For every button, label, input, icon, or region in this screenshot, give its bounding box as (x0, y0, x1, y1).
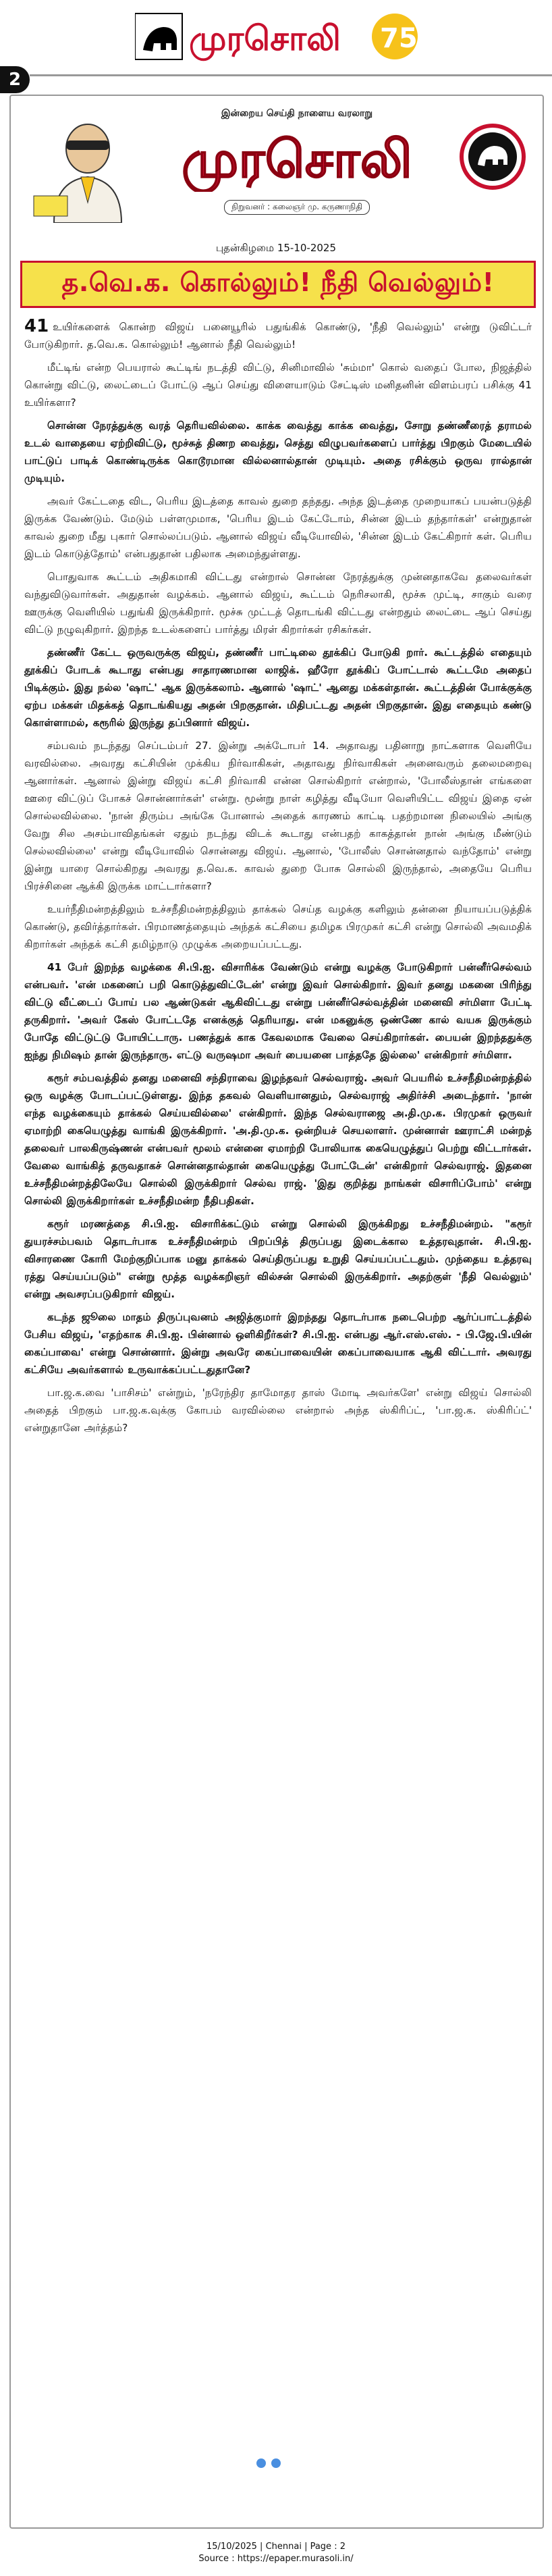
article-paragraph: கரூர் சம்பவத்தில் தனது மனைவி சந்திராவை இழந்தவர் செல்வராஜ். அவர் பெயரில் உச்சநீதிமன்றத்தில் ஒரு வழக்கு போடப்பட்டுள்ளது. இந்த தகவல் வெளியானதும், செல்வராஜ் அதிர்ச்சி அடைந்தார். 'நான் எந்த வழக்கையும் தாக்கல் செய்யவில்லை' என்கிறார். இந்த செல்வராஜை அ.தி.மு.க. பிரமுகர் ஒருவர் ஏமாற்றி கையெழுத்து வாங்கி இருக்கிறார். 'அ.தி.மு.க. ஒன்றியச் செயலாளர். முன்னாள் ஊராட்சி மன்றத் தலைவர் பாலகிருஷ்ணன் என்பவர் மூலம் என்னை ஏமாற்றி போலியாக கையெழுத்துப் பெற்று விட்டார்கள். வேலை வாங்கித் தருவதாகச் சொன்னதால்தான் கையெழுத்து போட்டேன்' என்கிறார் செல்வராஜ். இதனை உச்சநீதிமன்றத்திலேயே சொல்லி இருக்கிறார் செல்வ ராஜ். 'இது குறித்து நாங்கள் விசாரிப்போம்' என்று சொல்லி இருக்கிறார்கள் உச்சநீதிமன்ற நீதிபதிகள். (24, 1072, 532, 1207)
article-paragraph: பொதுவாக கூட்டம் அதிகமாகி விட்டது என்றால் சொன்ன நேரத்துக்கு முன்னதாகவே தலைவர்கள் வந்துவிடுவார்கள். அதுதான் வழக்கம். ஆனால் விஜய், கூட்டம் நெரிசலாகி, மூச்சு முட்டி, சாகும் வரை ஊருக்கு வெளியில் பதுங்கி இருக்கிறார். மூச்சு முட்டத் தொடங்கி விட்டது என்றதும் லைட்டை ஆப் செய்து விட்டு நழுவுகிறார். இறந்த உடல்களைப் பார்த்து மிரள் கிறார்கள் ரசிகர்கள். (24, 571, 532, 636)
svg-text:முரசொலி: முரசொலி (189, 19, 341, 58)
pagination-dot[interactable] (256, 2458, 266, 2468)
page-number-badge: 2 (0, 66, 30, 93)
article-paragraph: தண்ணீர் கேட்ட ஒருவருக்கு விஜய், தண்ணீர் பாட்டிலை தூக்கிப் போடுகி றார். கூட்டத்தில் எதையும் தூக்கிப் போடக் கூடாது என்பது சாதாரணமான லாஜிக். ஹீரோ தூக்கிப் போட்டால் கூட்டமே அதைப் பிடிக்கும். இது நல்ல 'ஷாட்' ஆக இருக்கலாம். ஆனால் 'ஷாட்' ஆனது மக்கள்தான். கூட்டத்தின் போக்குக்கு ஏற்ப மக்கள் மிதக்கத் தொடங்கியது அதன் பிறகுதான். மிதிபட்டது அதன் பிறகுதான். இது எதையும் கண்டு கொள்ளாமல், கரூரில் இருந்து தப்பினார் விஜய். (24, 646, 532, 729)
party-emblem (459, 123, 526, 190)
footer-date-page: 15/10/2025 | Chennai | Page : 2 (206, 2542, 346, 2552)
article-paragraph: கரூர் மரணத்தை சி.பி.ஐ. விசாரிக்கட்டும் என்று சொல்லி இருக்கிறது உச்சநீதிமன்றம். "கரூர் துயரச்சம்பவம் தொடர்பாக உச்சநீதிமன்றம் பிறப்பித் திருப்பது இடைக்கால உத்தரவுதான். சி.பி.ஐ. விசாரணை கோரி மேற்குறிப்பாக மனு தாக்கல் செய்திருப்பது உறுதி செய்யப்பட்டதும். முந்தைய உத்தரவு ரத்து செய்யப்படும்" என்று மூத்த வழக்கறிஞர் வில்சன் சொல்லி இருக்கிறார். அதற்குள் 'நீதி வெல்லும்' என்று அவசரப்படுகிறார் விஜய். (24, 1218, 532, 1300)
top-logo (135, 9, 418, 63)
article-paragraph: 41 உயிர்களைக் கொன்ற விஜய் பனையூரில் பதுங்கிக் கொண்டு, 'நீதி வெல்லும்' என்று டுவிட்டர் போடுகிறார். த.வெ.க. கொல்லும்! ஆனால் நீதி வெல்லும்! (24, 316, 532, 351)
masthead-brand (155, 124, 439, 192)
article-paragraph: அவர் கேட்டதை விட, பெரிய இடத்தை காவல் துறை தந்தது. அந்த இடத்தை முறையாகப் பயன்படுத்தி இருக்க வேண்டும். மேடும் பள்ளமுமாக, 'பெரிய இடம் கேட்டோம், சின்ன இடம் தந்தார்கள்' என்றுதான் காவல் துறை மீது புகார் சொல்லப்படும். ஆனால் விஜய் வீடியோவில், 'சின்ன இடம் கேட்கிறார் கள். பெரிய இடம் கொடுத்தோம்' என்பதுதான் பதிலாக அமைந்துள்ளது. (24, 495, 532, 560)
divider (30, 74, 552, 76)
founder-label: நிறுவனர் : கலைஞர் மு. கருணாநிதி (224, 200, 370, 215)
footer-source: Source : https://epaper.murasoli.in/ (198, 2554, 354, 2564)
top-header (0, 0, 552, 73)
svg-text:75: 75 (380, 23, 418, 54)
article-body (24, 317, 532, 1442)
svg-text:முரசொலி: முரசொலி (182, 129, 412, 189)
lead-number: 41 (24, 316, 49, 336)
article-paragraph: பா.ஜ.க.வை 'பாசிசம்' என்றும், 'நரேந்திர தாமோதர தாஸ் மோடி அவர்களே' என்று விஜய் சொல்லி அதைத் பிறகும் பா.ஜ.க.வுக்கு கோபம் வரவில்லை என்றால் அந்த ஸ்கிரிப்ட், 'பா.ஜ.க. ஸ்கிரிப்ட்' என்றுதானே அர்த்தம்? (24, 1387, 532, 1434)
pagination-dot[interactable] (271, 2458, 281, 2468)
date-line: புதன்கிழமை 15-10-2025 (215, 242, 337, 254)
article-paragraph: உயர்நீதிமன்றத்திலும் உச்சநீதிமன்றத்திலும் தாக்கல் செய்த வழக்கு களிலும் தன்னை நியாயப்படுத்திக் கொண்டு, தவிர்த்தார்கள். பிரமாணத்தையும் அந்தக் கட்சியை தமிழக பிரமுகர் கட்சி என்று சொல்லி அவமதிக் கிறார்கள் அந்தக் கட்சி தமிழ்நாடு முழுக்க அறையப்பட்டது. (24, 903, 532, 950)
headline-banner (20, 261, 536, 308)
article-paragraph: கடந்த ஜூலை மாதம் திருப்புவனம் அஜித்குமார் இறந்தது தொடர்பாக நடைபெற்ற ஆர்ப்பாட்டத்தில் பேசிய விஜய், 'எதற்காக சி.பி.ஐ. பின்னால் ஒளிகிறீர்கள்? சி.பி.ஐ. என்பது ஆர்.எஸ்.எஸ். - பி.ஜே.பி.யின் கைப்பாவை' என்று சொன்னார். இன்று அவரே கைப்பாவையின் கைப்பாவையாக ஆகி விட்டார். அவரது கட்சியே அவர்களால் உருவாக்கப்பட்டதுதானே? (24, 1311, 532, 1376)
article-paragraph: சம்பவம் நடந்தது செப்டம்பர் 27. இன்று அக்டோபர் 14. அதாவது பதினாறு நாட்களாக வெளியே வரவில்லை. அவரது கட்சியின் முக்கிய நிர்வாகிகள், அதாவது நிர்வாகிகள் அனைவரும் தலைமறைவு ஆனார்கள். ஆனால் இன்று விஜய் கட்சி நிர்வாகி என்ன சொல்கிறார் என்றால், 'போலீஸ்தான் எங்களை ஊரை விட்டுப் போகச் சொன்னார்கள்' என்று. மூன்று நாள் கழித்து வீடியோ வெளியிட்ட விஜய் இதை ஏன் சொல்லவில்லை. 'நான் திரும்ப அங்கே போனால் அதைக் காரணம் காட்டி பதற்றமான நிலையில் அங்கு வேறு சில அசம்பாவிதங்கள் ஏதும் நடந்து விடக் கூடாது என்பதற் காகத்தான் நான் அங்கு மீண்டும் செல்லவில்லை' என்று வீடியோவில் சொன்னது விஜய். ஆனால், 'போலீஸ் சொன்னதால் வந்தோம்' என்று இன்று யாரை சொல்கிறது அவரது த.வெ.க. காவல் துறை போசு சொல்லி இருந்தால், அதையே பெரிய பிரச்சினை ஆக்கி இருக்க மாட்டார்களா? (24, 740, 532, 892)
founder-portrait (27, 115, 142, 223)
pagination-dots (256, 2458, 281, 2468)
masthead-tagline: இன்றைய செய்தி நாளைய வரலாறு (221, 108, 373, 119)
footer (0, 2541, 552, 2565)
masthead-founder (182, 200, 412, 215)
article-paragraph: சொன்ன நேரத்துக்கு வரத் தெரியவில்லை. காக்க வைத்து காக்க வைத்து, சோறு தண்ணீரைத் தராமல் உடல் வாதையை ஏற்றிவிட்டு, மூச்சுத் திணற வைத்து, செத்து விழுபவர்களைப் பார்த்து பிறகும் மேடையில் பாட்டுப் பாடிக் கொண்டிருக்க கொடூரமான வில்லனால்தான் முடியும். அதை ரசிக்கும் ஒருவ ரால்தான் முடியும். (24, 419, 532, 484)
headline: த.வெ.க. கொல்லும்! நீதி வெல்லும்! (61, 267, 495, 297)
article-paragraph: 41 பேர் இறந்த வழக்கை சி.பி.ஐ. விசாரிக்க வேண்டும் என்று வழக்கு போடுகிறார் பன்னீர்செல்வம் என்பவர். 'என் மகனைப் பறி கொடுத்துவிட்டேன்' என்று இவர் சொல்கிறார். இவர் தனது மகனை பிரிந்து விட்டு வீட்டைப் போய் பல ஆண்டுகள் ஆகிவிட்டது என்று பன்னீர்செல்வத்தின் மனைவி சர்மிளா பேட்டி தருகிறார். 'அவர் கேஸ் போட்டதே எனக்குத் தெரியாது. என் மகனுக்கு ஒண்ணே கால் வயசு இருக்கும் போதே விட்டுட்டு போயிட்டாரு. பணத்துக் காக கேவலமாக வேலை செய்கிறார்கள். பையன் இறந்ததுக்கு ஐந்து நிமிஷம் தான் இருந்தாரு. எட்டு வருஷமா அவர் பையனை பாத்ததே இல்லை' என்கிறார் சர்மிளா. (24, 961, 532, 1061)
article-paragraph: மீட்டிங் என்ற பெயரால் கூட்டிங் நடத்தி விட்டு, சினிமாவில் 'சும்மா' கொல் வதைப் போல, நிஜத்தில் கொன்று விட்டு, லைட்டைப் போட்டு ஆப் செய்து விளையாடும் சேட்டிஸ் மனிதனின் விளம்பரப் பசிக்கு 41 உயிர்களா? (24, 361, 532, 409)
